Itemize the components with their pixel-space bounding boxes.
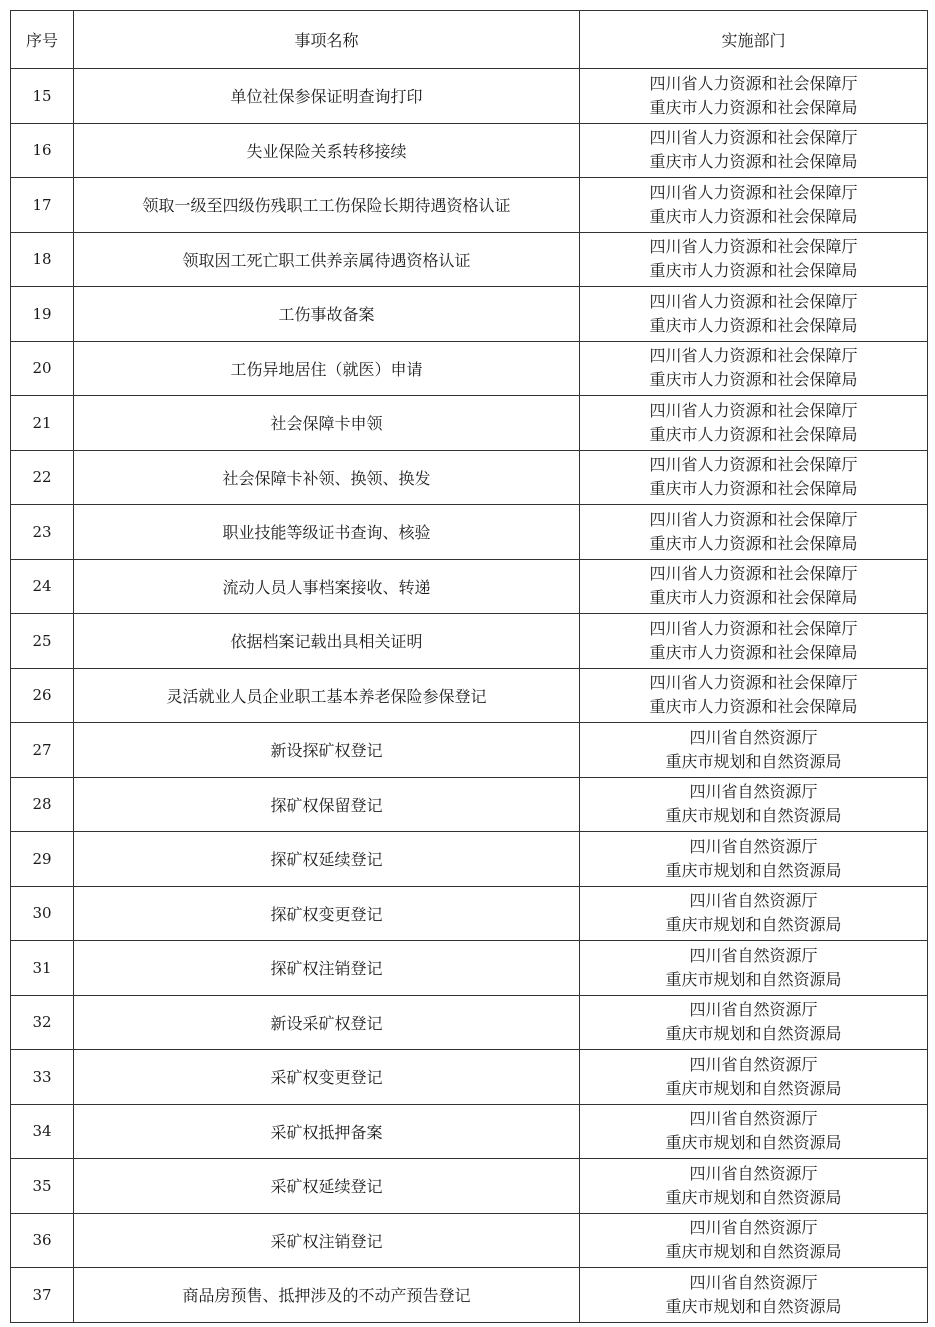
department-chongqing: 重庆市规划和自然资源局	[665, 1078, 842, 1098]
row-number: 22	[11, 450, 74, 505]
department-cell	[580, 341, 928, 396]
table-row	[11, 614, 928, 669]
department-cell	[580, 995, 928, 1050]
department-chongqing: 重庆市人力资源和社会保障局	[649, 97, 858, 117]
table-row	[11, 396, 928, 451]
matter-name: 社会保障卡申领	[74, 396, 580, 451]
matter-name: 单位社保参保证明查询打印	[74, 69, 580, 124]
matter-name: 新设采矿权登记	[74, 995, 580, 1050]
table-row	[11, 287, 928, 342]
department-cell	[580, 232, 928, 287]
department-sichuan: 四川省自然资源厅	[689, 1109, 818, 1129]
department-chongqing: 重庆市规划和自然资源局	[665, 1296, 842, 1316]
table-row	[11, 1050, 928, 1105]
matter-name: 采矿权注销登记	[74, 1213, 580, 1268]
department-sichuan: 四川省自然资源厅	[689, 727, 818, 747]
matter-name: 灵活就业人员企业职工基本养老保险参保登记	[74, 668, 580, 723]
row-number: 15	[11, 69, 74, 124]
department-sichuan: 四川省自然资源厅	[689, 782, 818, 802]
department-sichuan: 四川省人力资源和社会保障厅	[649, 291, 858, 311]
row-number: 32	[11, 995, 74, 1050]
department-cell	[580, 1159, 928, 1214]
department-cell	[580, 559, 928, 614]
table-row	[11, 123, 928, 178]
table-row	[11, 450, 928, 505]
department-cell	[580, 178, 928, 233]
department-cell	[580, 396, 928, 451]
table-row	[11, 832, 928, 887]
table-row	[11, 886, 928, 941]
table-row	[11, 505, 928, 560]
header-row	[11, 11, 928, 69]
department-chongqing: 重庆市规划和自然资源局	[665, 1187, 842, 1207]
row-number: 27	[11, 723, 74, 778]
department-sichuan: 四川省人力资源和社会保障厅	[649, 564, 858, 584]
department-chongqing: 重庆市规划和自然资源局	[665, 751, 842, 771]
department-sichuan: 四川省自然资源厅	[689, 1163, 818, 1183]
matter-name: 采矿权变更登记	[74, 1050, 580, 1105]
table-row	[11, 668, 928, 723]
matter-name: 流动人员人事档案接收、转递	[74, 559, 580, 614]
row-number: 35	[11, 1159, 74, 1214]
matter-name: 探矿权注销登记	[74, 941, 580, 996]
matters-table	[10, 10, 928, 1323]
department-chongqing: 重庆市人力资源和社会保障局	[649, 152, 858, 172]
row-number: 20	[11, 341, 74, 396]
department-sichuan: 四川省人力资源和社会保障厅	[649, 509, 858, 529]
matter-name: 新设探矿权登记	[74, 723, 580, 778]
header-dept: 实施部门	[580, 11, 928, 69]
department-chongqing: 重庆市人力资源和社会保障局	[649, 315, 858, 335]
department-chongqing: 重庆市人力资源和社会保障局	[649, 642, 858, 662]
matter-name: 工伤事故备案	[74, 287, 580, 342]
matter-name: 社会保障卡补领、换领、换发	[74, 450, 580, 505]
table-row	[11, 232, 928, 287]
department-cell	[580, 450, 928, 505]
department-sichuan: 四川省自然资源厅	[689, 1218, 818, 1238]
department-sichuan: 四川省人力资源和社会保障厅	[649, 673, 858, 693]
table-row	[11, 69, 928, 124]
matter-name: 失业保险关系转移接续	[74, 123, 580, 178]
table-row	[11, 723, 928, 778]
department-sichuan: 四川省人力资源和社会保障厅	[649, 182, 858, 202]
row-number: 37	[11, 1268, 74, 1323]
row-number: 16	[11, 123, 74, 178]
department-cell	[580, 123, 928, 178]
department-chongqing: 重庆市人力资源和社会保障局	[649, 588, 858, 608]
matter-name: 领取因工死亡职工供养亲属待遇资格认证	[74, 232, 580, 287]
department-sichuan: 四川省人力资源和社会保障厅	[649, 237, 858, 257]
header-num: 序号	[11, 11, 74, 69]
department-cell	[580, 668, 928, 723]
department-sichuan: 四川省自然资源厅	[689, 891, 818, 911]
department-chongqing: 重庆市规划和自然资源局	[665, 915, 842, 935]
row-number: 21	[11, 396, 74, 451]
department-cell	[580, 69, 928, 124]
department-sichuan: 四川省人力资源和社会保障厅	[649, 455, 858, 475]
department-cell	[580, 1268, 928, 1323]
row-number: 30	[11, 886, 74, 941]
matter-name: 探矿权保留登记	[74, 777, 580, 832]
row-number: 25	[11, 614, 74, 669]
department-chongqing: 重庆市人力资源和社会保障局	[649, 370, 858, 390]
table-row	[11, 995, 928, 1050]
row-number: 34	[11, 1104, 74, 1159]
department-sichuan: 四川省人力资源和社会保障厅	[649, 400, 858, 420]
matter-name: 采矿权延续登记	[74, 1159, 580, 1214]
department-cell	[580, 723, 928, 778]
matter-name: 依据档案记载出具相关证明	[74, 614, 580, 669]
department-chongqing: 重庆市人力资源和社会保障局	[649, 479, 858, 499]
matter-name: 探矿权延续登记	[74, 832, 580, 887]
department-sichuan: 四川省人力资源和社会保障厅	[649, 618, 858, 638]
row-number: 28	[11, 777, 74, 832]
department-chongqing: 重庆市人力资源和社会保障局	[649, 533, 858, 553]
department-chongqing: 重庆市规划和自然资源局	[665, 1133, 842, 1153]
department-chongqing: 重庆市规划和自然资源局	[665, 806, 842, 826]
department-cell	[580, 886, 928, 941]
matter-name: 领取一级至四级伤残职工工伤保险长期待遇资格认证	[74, 178, 580, 233]
row-number: 17	[11, 178, 74, 233]
table-row	[11, 941, 928, 996]
department-sichuan: 四川省自然资源厅	[689, 1000, 818, 1020]
department-chongqing: 重庆市人力资源和社会保障局	[649, 697, 858, 717]
row-number: 26	[11, 668, 74, 723]
department-cell	[580, 777, 928, 832]
table-row	[11, 1213, 928, 1268]
department-cell	[580, 832, 928, 887]
table-row	[11, 341, 928, 396]
department-chongqing: 重庆市规划和自然资源局	[665, 1024, 842, 1044]
table-row	[11, 178, 928, 233]
department-cell	[580, 614, 928, 669]
header-name: 事项名称	[74, 11, 580, 69]
department-chongqing: 重庆市规划和自然资源局	[665, 860, 842, 880]
department-sichuan: 四川省人力资源和社会保障厅	[649, 128, 858, 148]
matter-name: 采矿权抵押备案	[74, 1104, 580, 1159]
department-cell	[580, 505, 928, 560]
department-cell	[580, 1213, 928, 1268]
row-number: 18	[11, 232, 74, 287]
row-number: 24	[11, 559, 74, 614]
matter-name: 商品房预售、抵押涉及的不动产预告登记	[74, 1268, 580, 1323]
row-number: 29	[11, 832, 74, 887]
department-cell	[580, 1104, 928, 1159]
department-chongqing: 重庆市人力资源和社会保障局	[649, 261, 858, 281]
department-cell	[580, 941, 928, 996]
department-sichuan: 四川省自然资源厅	[689, 1054, 818, 1074]
row-number: 33	[11, 1050, 74, 1105]
row-number: 36	[11, 1213, 74, 1268]
table-row	[11, 1268, 928, 1323]
matter-name: 探矿权变更登记	[74, 886, 580, 941]
department-sichuan: 四川省自然资源厅	[689, 836, 818, 856]
table-row	[11, 1159, 928, 1214]
department-sichuan: 四川省人力资源和社会保障厅	[649, 73, 858, 93]
matter-name: 工伤异地居住（就医）申请	[74, 341, 580, 396]
department-chongqing: 重庆市规划和自然资源局	[665, 1242, 842, 1262]
department-sichuan: 四川省自然资源厅	[689, 1272, 818, 1292]
department-chongqing: 重庆市规划和自然资源局	[665, 969, 842, 989]
department-sichuan: 四川省人力资源和社会保障厅	[649, 346, 858, 366]
table-row	[11, 777, 928, 832]
row-number: 19	[11, 287, 74, 342]
row-number: 31	[11, 941, 74, 996]
department-cell	[580, 1050, 928, 1105]
table-row	[11, 559, 928, 614]
department-cell	[580, 287, 928, 342]
table-row	[11, 1104, 928, 1159]
department-sichuan: 四川省自然资源厅	[689, 945, 818, 965]
matter-name: 职业技能等级证书查询、核验	[74, 505, 580, 560]
department-chongqing: 重庆市人力资源和社会保障局	[649, 424, 858, 444]
row-number: 23	[11, 505, 74, 560]
department-chongqing: 重庆市人力资源和社会保障局	[649, 206, 858, 226]
